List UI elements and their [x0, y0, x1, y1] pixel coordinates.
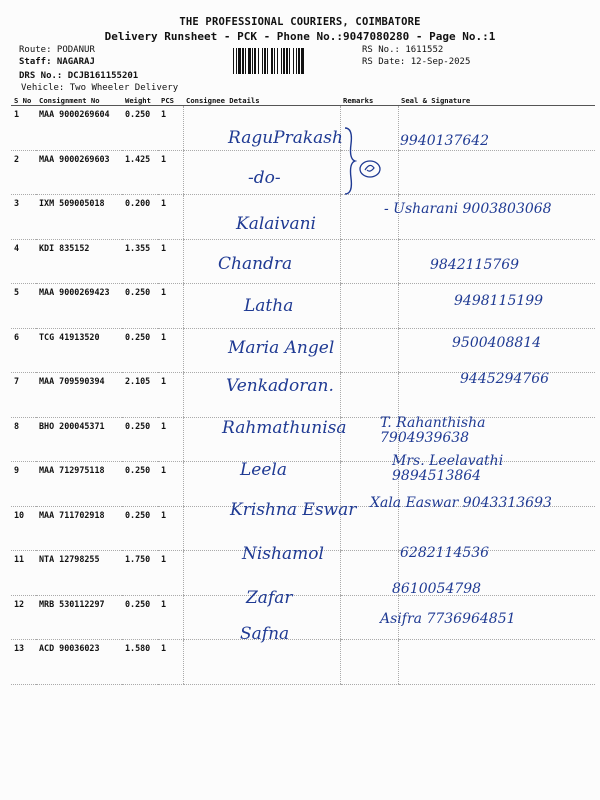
table-header-row — [11, 94, 595, 106]
cell-remarks — [340, 284, 398, 329]
vehicle-label: Vehicle: Two Wheeler Delivery — [21, 83, 179, 93]
brace-mark — [343, 126, 357, 196]
consignee-handwriting: Zafar — [246, 588, 293, 608]
consignee-handwriting: Maria Angel — [228, 338, 335, 358]
consignee-handwriting: Rahmathunisa — [222, 418, 347, 438]
cell-pcs: 1 — [158, 595, 183, 640]
table-row — [11, 640, 595, 685]
remark-handwriting: Asifra 7736964851 — [380, 611, 516, 627]
table-row — [11, 150, 595, 195]
cell-sno: 4 — [11, 239, 36, 284]
cell-sno: 2 — [11, 150, 36, 195]
remark-handwriting: 9445294766 — [460, 371, 550, 387]
cell-weight: 1.580 — [122, 640, 158, 685]
cell-consignment: MAA 709590394 — [36, 373, 122, 418]
cell-sno: 1 — [11, 106, 36, 151]
consignee-handwriting: Nishamol — [242, 544, 324, 564]
cell-consignment: MAA 9000269604 — [36, 106, 122, 151]
cell-sno: 7 — [11, 373, 36, 418]
cell-consignment: MAA 9000269603 — [36, 150, 122, 195]
remark-handwriting: 6282114536 — [400, 545, 490, 561]
cell-sno: 11 — [11, 551, 36, 596]
cell-pcs: 1 — [158, 239, 183, 284]
remark-handwriting: 9940137642 — [400, 133, 490, 149]
barcode-image — [232, 48, 358, 74]
consignee-handwriting: RaguPrakash — [228, 128, 343, 148]
cell-pcs: 1 — [158, 506, 183, 551]
cell-pcs: 1 — [158, 284, 183, 329]
staff-label: Staff: NAGARAJ — [19, 57, 95, 67]
consignee-handwriting: Latha — [244, 296, 294, 316]
cell-consignment: IXM 509005018 — [36, 195, 122, 240]
cell-seal — [398, 150, 595, 195]
col-weight: Weight — [122, 94, 158, 106]
cell-sno: 12 — [11, 595, 36, 640]
consignee-handwriting: Safna — [240, 624, 290, 644]
cell-weight: 0.250 — [122, 328, 158, 373]
cell-pcs: 1 — [158, 106, 183, 151]
col-seal: Seal & Signature — [398, 94, 595, 106]
cell-pcs: 1 — [158, 462, 183, 507]
cell-remarks — [340, 551, 398, 596]
cell-weight: 0.200 — [122, 195, 158, 240]
cell-weight: 0.250 — [122, 284, 158, 329]
cell-remarks — [340, 328, 398, 373]
col-sno: S No — [11, 94, 36, 106]
cell-seal — [398, 506, 595, 551]
cell-pcs: 1 — [158, 417, 183, 462]
cell-pcs: 1 — [158, 150, 183, 195]
cell-consignment: MRB 530112297 — [36, 595, 122, 640]
drs-number: DRS No.: DCJB161155201 — [19, 71, 139, 81]
cell-weight: 1.355 — [122, 239, 158, 284]
cell-remarks — [340, 373, 398, 418]
cell-pcs: 1 — [158, 328, 183, 373]
cell-pcs: 1 — [158, 195, 183, 240]
remark-handwriting: - Usharani 9003803068 — [384, 201, 552, 217]
cell-weight: 0.250 — [122, 106, 158, 151]
runsheet-title: Delivery Runsheet - PCK - Phone No.:9047080280 - Page No.:1 — [104, 30, 496, 43]
consignee-handwriting: Leela — [240, 460, 287, 480]
consignee-handwriting: -do- — [248, 168, 281, 188]
cell-consignment: MAA 712975118 — [36, 462, 122, 507]
remark-handwriting: 9498115199 — [454, 293, 544, 309]
company-title: THE PROFESSIONAL COURIERS, COIMBATORE — [179, 16, 421, 28]
cell-remarks — [340, 640, 398, 685]
col-pcs: PCS — [158, 94, 183, 106]
cell-sno: 5 — [11, 284, 36, 329]
consignee-handwriting: Kalaivani — [236, 214, 316, 234]
circled-mark-icon — [358, 158, 382, 180]
remark-handwriting: 9842115769 — [430, 257, 520, 273]
rs-number: RS No.: 1611552 — [362, 45, 444, 55]
cell-sno: 10 — [11, 506, 36, 551]
consignee-handwriting: Venkadoran. — [226, 376, 334, 396]
remark-handwriting: 9500408814 — [452, 335, 542, 351]
consignee-handwriting: Chandra — [218, 254, 293, 274]
cell-sno: 6 — [11, 328, 36, 373]
cell-weight: 0.250 — [122, 506, 158, 551]
cell-consignment: KDI 835152 — [36, 239, 122, 284]
rs-date: RS Date: 12-Sep-2025 — [362, 57, 471, 67]
cell-consignee — [183, 640, 340, 685]
cell-consignment: ACD 90036023 — [36, 640, 122, 685]
cell-weight: 0.250 — [122, 595, 158, 640]
cell-sno: 3 — [11, 195, 36, 240]
col-consignee: Consignee Details — [183, 94, 340, 106]
cell-sno: 8 — [11, 417, 36, 462]
cell-weight: 1.750 — [122, 551, 158, 596]
cell-consignment: TCG 41913520 — [36, 328, 122, 373]
cell-pcs: 1 — [158, 640, 183, 685]
col-remarks: Remarks — [340, 94, 398, 106]
remark-handwriting: Xala Easwar 9043313693 — [370, 495, 552, 511]
cell-consignment: MAA 711702918 — [36, 506, 122, 551]
cell-weight: 1.425 — [122, 150, 158, 195]
cell-pcs: 1 — [158, 551, 183, 596]
remark-handwriting: Mrs. Leelavathi 9894513864 — [392, 453, 504, 484]
cell-weight: 0.250 — [122, 417, 158, 462]
cell-consignment: BHO 200045371 — [36, 417, 122, 462]
cell-consignment: NTA 12798255 — [36, 551, 122, 596]
remark-handwriting: 8610054798 — [392, 581, 482, 597]
route-label: Route: PODANUR — [19, 45, 95, 55]
cell-consignment: MAA 9000269423 — [36, 284, 122, 329]
col-consignment: Consignment No — [36, 94, 122, 106]
cell-weight: 0.250 — [122, 462, 158, 507]
cell-seal — [398, 640, 595, 685]
cell-pcs: 1 — [158, 373, 183, 418]
cell-sno: 9 — [11, 462, 36, 507]
consignee-handwriting: Krishna Eswar — [230, 500, 357, 520]
cell-weight: 2.105 — [122, 373, 158, 418]
cell-remarks — [340, 239, 398, 284]
remark-handwriting: T. Rahanthisha 7904939638 — [380, 415, 486, 446]
cell-sno: 13 — [11, 640, 36, 685]
